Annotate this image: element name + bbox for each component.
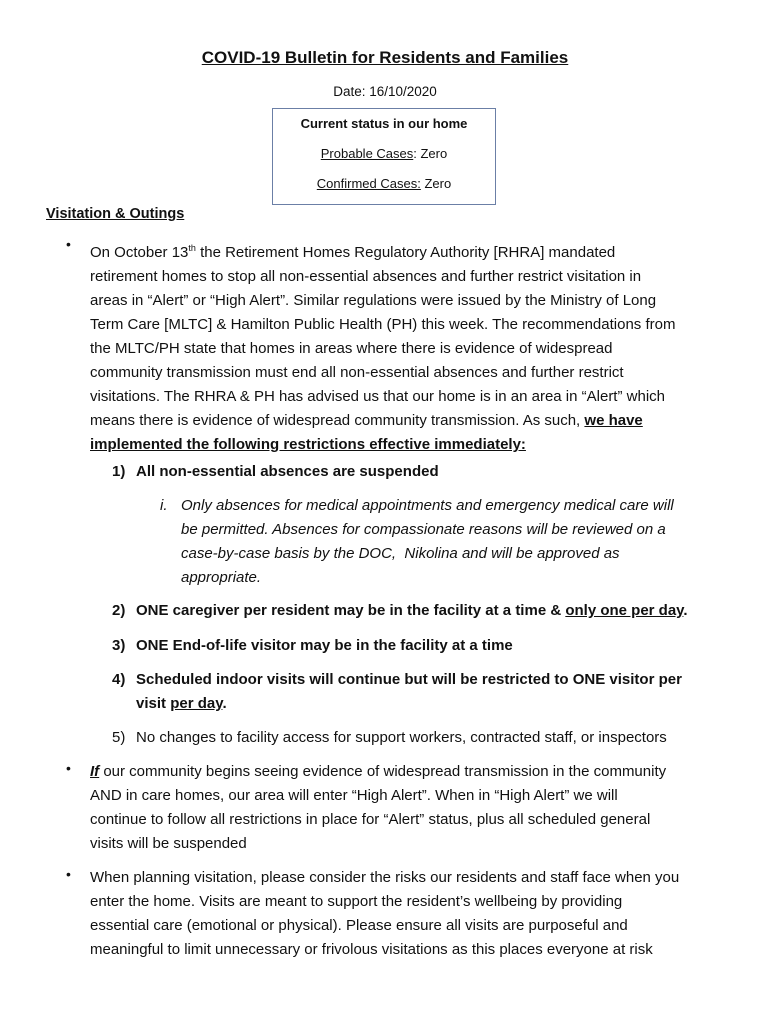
bullet-1-line-1-a: On October 13	[90, 244, 189, 261]
confirmed-cases-label: Confirmed Cases:	[316, 176, 421, 191]
bullet-2-line-1	[90, 760, 730, 784]
restriction-2-number: 2)	[112, 602, 126, 619]
bullet-1-glyph: •	[66, 236, 71, 252]
restriction-4-line-1: Scheduled indoor visits will continue but will be restricted to ONE visitor per	[136, 671, 682, 688]
restriction-2-period: .	[683, 602, 688, 619]
restriction-2-emphasis: only one per day	[565, 602, 684, 619]
subitem-line: case-by-case basis by the DOC, Nikolina and will be approved as	[181, 545, 620, 562]
bullet-1-paragraph	[90, 236, 730, 457]
restriction-4-text	[136, 668, 716, 716]
bullet-2-if-word: If	[90, 763, 100, 780]
status-heading: Current status in our home	[300, 116, 468, 131]
bullet-1-line-9: implemented the following restrictions effective immediately:	[90, 436, 526, 453]
restriction-4-line-2	[136, 692, 716, 716]
bullet-1-line: Term Care [MLTC] & Hamilton Public Health (PH) this week. The recommendations from	[90, 316, 676, 333]
restriction-2-text-main: ONE caregiver per resident may be in the facility at a time &	[136, 602, 566, 619]
subitem-number: i.	[160, 497, 168, 514]
bulletin-date: Date: 16/10/2020	[333, 84, 437, 99]
restriction-1-text: All non-essential absences are suspended	[136, 463, 439, 480]
restriction-5-text: No changes to facility access for support workers, contracted staff, or inspectors	[136, 729, 667, 746]
bullet-1-line-1-b: the Retirement Homes Regulatory Authority [RHRA] mandated	[195, 244, 616, 261]
ordinal-suffix: th	[188, 243, 196, 253]
bullet-2-glyph: •	[66, 760, 71, 776]
restriction-5-number: 5)	[112, 729, 126, 746]
bullet-2-line: visits will be suspended	[90, 835, 247, 852]
status-box	[272, 108, 496, 205]
restriction-4-line-2-main: visit	[136, 695, 171, 712]
confirmed-cases-value: Zero	[420, 176, 452, 191]
bullet-1-line: visitations. The RHRA & PH has advised us that our home is in an area in “Alert” which	[90, 388, 665, 405]
bullet-2-line: continue to follow all restrictions in place for “Alert” status, plus all scheduled general	[90, 811, 651, 828]
bullet-1-line: areas in “Alert” or “High Alert”. Similar regulations were issued by the Ministry of Long	[90, 292, 657, 309]
bullet-3-line: When planning visitation, please consider the risks our residents and staff face when you	[90, 869, 680, 886]
subitem-text	[181, 494, 721, 590]
restriction-3-text: ONE End-of-life visitor may be in the facility at a time	[136, 637, 513, 654]
bullet-3-line: essential care (emotional or physical). Please ensure all visits are purposeful and	[90, 917, 628, 934]
restriction-2-text	[136, 599, 716, 623]
restriction-4-period: .	[222, 695, 227, 712]
restriction-4-emphasis: per day	[170, 695, 223, 712]
bullet-3-line: meaningful to limit unnecessary or frivolous visitations as this places everyone at risk	[90, 941, 653, 958]
restriction-4-number: 4)	[112, 671, 126, 688]
bullet-2-line-1-rest: our community begins seeing evidence of widespread transmission in the community	[99, 763, 667, 780]
bullet-1-line-8-plain: means there is evidence of widespread community transmission. As such,	[90, 412, 585, 429]
bullet-2-line: AND in care homes, our area will enter “High Alert”. When in “High Alert” we will	[90, 787, 618, 804]
bullet-1-line-8-bold: we have	[584, 412, 643, 429]
bullet-2-paragraph	[90, 760, 730, 856]
section-heading: Visitation & Outings	[46, 206, 185, 222]
subitem-line: Only absences for medical appointments and emergency medical care will	[181, 497, 674, 514]
probable-cases-label: Probable Cases	[320, 146, 414, 161]
bullet-3-glyph: •	[66, 866, 71, 882]
bullet-1-line: retirement homes to stop all non-essential absences and further restrict visitation in	[90, 268, 642, 285]
bullet-3-paragraph	[90, 866, 730, 962]
confirmed-cases	[273, 176, 495, 191]
bullet-1-line: the MLTC/PH state that homes in areas where there is evidence of widespread	[90, 340, 613, 357]
bullet-3-line: enter the home. Visits are meant to support the resident’s wellbeing by providing	[90, 893, 623, 910]
subitem-line: be permitted. Absences for compassionate reasons will be reviewed on a	[181, 521, 666, 538]
bullet-1-line: community transmission must end all non-essential absences and further restrict	[90, 364, 624, 381]
bullet-1-line-8	[90, 409, 730, 433]
restriction-3-number: 3)	[112, 637, 126, 654]
bullet-1-line-1	[90, 236, 730, 265]
probable-cases-value: : Zero	[413, 146, 448, 161]
restriction-1-number: 1)	[112, 463, 126, 480]
probable-cases	[273, 146, 495, 161]
bulletin-title: COVID-19 Bulletin for Residents and Families	[201, 48, 569, 67]
subitem-line: appropriate.	[181, 569, 262, 586]
